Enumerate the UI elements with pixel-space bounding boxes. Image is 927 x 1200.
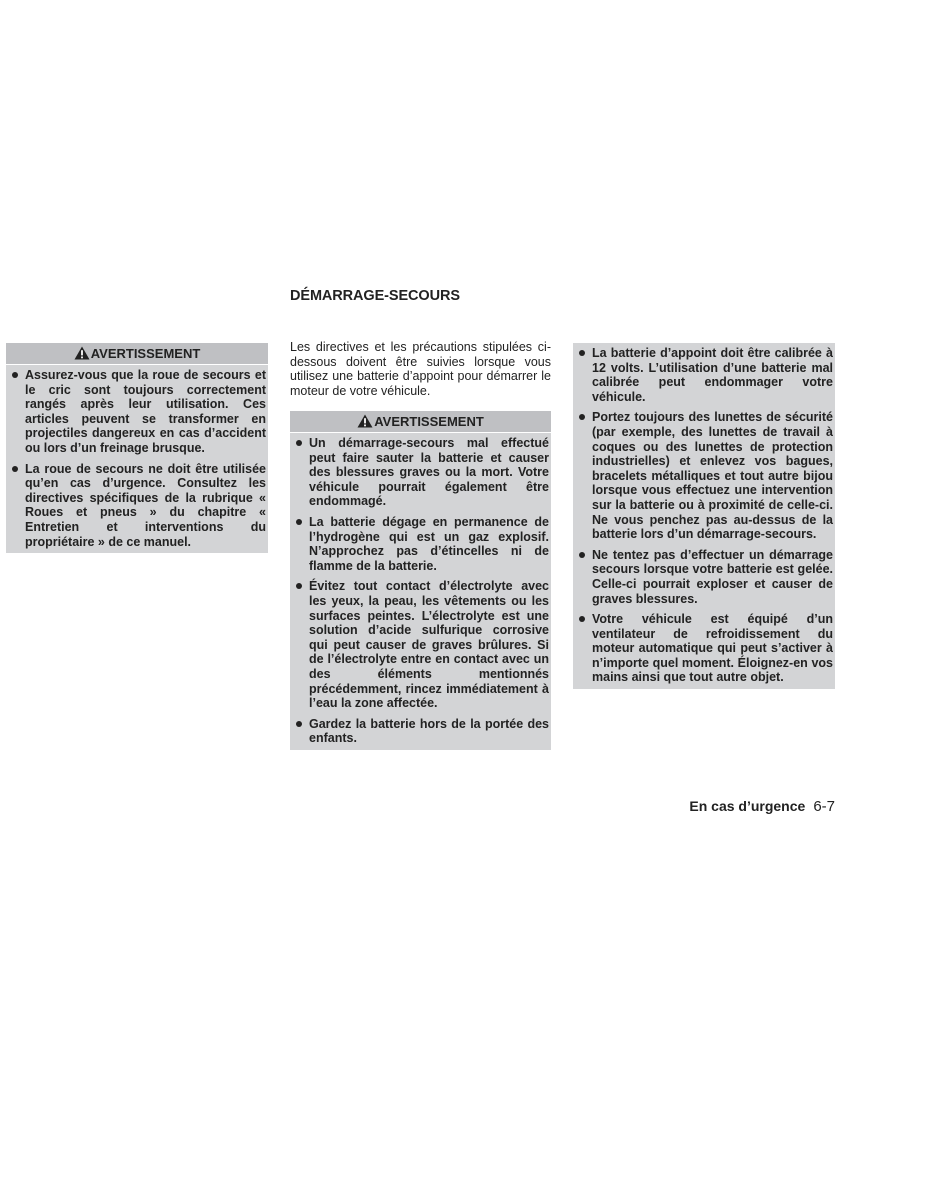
list-item: Un démarrage-secours mal effectué peut faire sauter la batterie et causer des blessures graves ou la mort. Votre véhicule pourrait également être endommagé.: [292, 436, 549, 509]
list-item: Assurez-vous que la roue de secours et le cric sont toujours correctement rangés après leur utilisation. Ces articles peuvent se transformer en projectiles dangereux en cas d’accident ou lors d’un freinage brusque.: [8, 368, 266, 456]
page-number: 6-7: [813, 798, 835, 815]
list-item: La roue de secours ne doit être utilisée qu’en cas d’urgence. Consultez les directives spécifiques de la rubrique « Roues et pneus » du chapitre « Entretien et interventions du propriétaire » de ce manuel.: [8, 462, 266, 550]
warning-list: [292, 436, 549, 746]
list-item: La batterie dégage en permanence de l’hydrogène qui est un gaz explosif. N’approchez pas d’étincelles ni de flamme de la batterie.: [292, 515, 549, 573]
warning-box-left: [6, 343, 268, 553]
intro-paragraph: Les directives et les précautions stipulées ci-dessous doivent être suivies lorsque vous utilisez une batterie d’appoint pour démarrer le moteur de votre véhicule.: [290, 340, 551, 398]
list-item: La batterie d’appoint doit être calibrée à 12 volts. L’utilisation d’une batterie mal calibrée peut endommager votre véhicule.: [575, 346, 833, 404]
section-title: DÉMARRAGE-SECOURS: [290, 288, 460, 304]
list-item: Évitez tout contact d’électrolyte avec les yeux, la peau, les vêtements ou les surfaces peintes. L’électrolyte est une solution d’acide sulfurique corrosive qui peut causer de graves brûlures. Si de l’électrolyte entre en contact avec un des éléments mentionnés précédemment, rincez immédiatement à l’eau la zone affectée.: [292, 579, 549, 710]
warning-box-middle: [290, 411, 551, 750]
chapter-name: En cas d’urgence: [689, 798, 806, 814]
warning-list: [8, 368, 266, 549]
list-item: Portez toujours des lunettes de sécurité (par exemple, des lunettes de travail à coques ou des lunettes de protection industrielles) et enlevez vos bagues, bracelets métalliques et tout autre bijou lorsque vous effectuez une intervention sur la batterie ou à proximité de celle-ci. Ne vous penchez pas au-dessus de la batterie lors d’un démarrage-secours.: [575, 410, 833, 541]
list-item: Gardez la batterie hors de la portée des enfants.: [292, 717, 549, 746]
warning-header: [6, 343, 268, 365]
warning-triangle-icon: [74, 346, 90, 360]
warning-triangle-icon: [357, 414, 373, 428]
warning-title: AVERTISSEMENT: [374, 414, 484, 429]
warning-header: [290, 411, 551, 433]
list-item: Ne tentez pas d’effectuer un démarrage secours lorsque votre batterie est gelée. Celle-ci pourrait exploser et causer de graves blessures.: [575, 548, 833, 606]
warning-box-right: [573, 343, 835, 689]
list-item: Votre véhicule est équipé d’un ventilateur de refroidissement du moteur automatique qui peut s’activer à n’importe quel moment. Éloignez-en vos mains ainsi que tout autre objet.: [575, 612, 833, 685]
page-footer: [689, 798, 835, 815]
warning-title: AVERTISSEMENT: [90, 346, 201, 361]
warning-list: [575, 346, 833, 685]
